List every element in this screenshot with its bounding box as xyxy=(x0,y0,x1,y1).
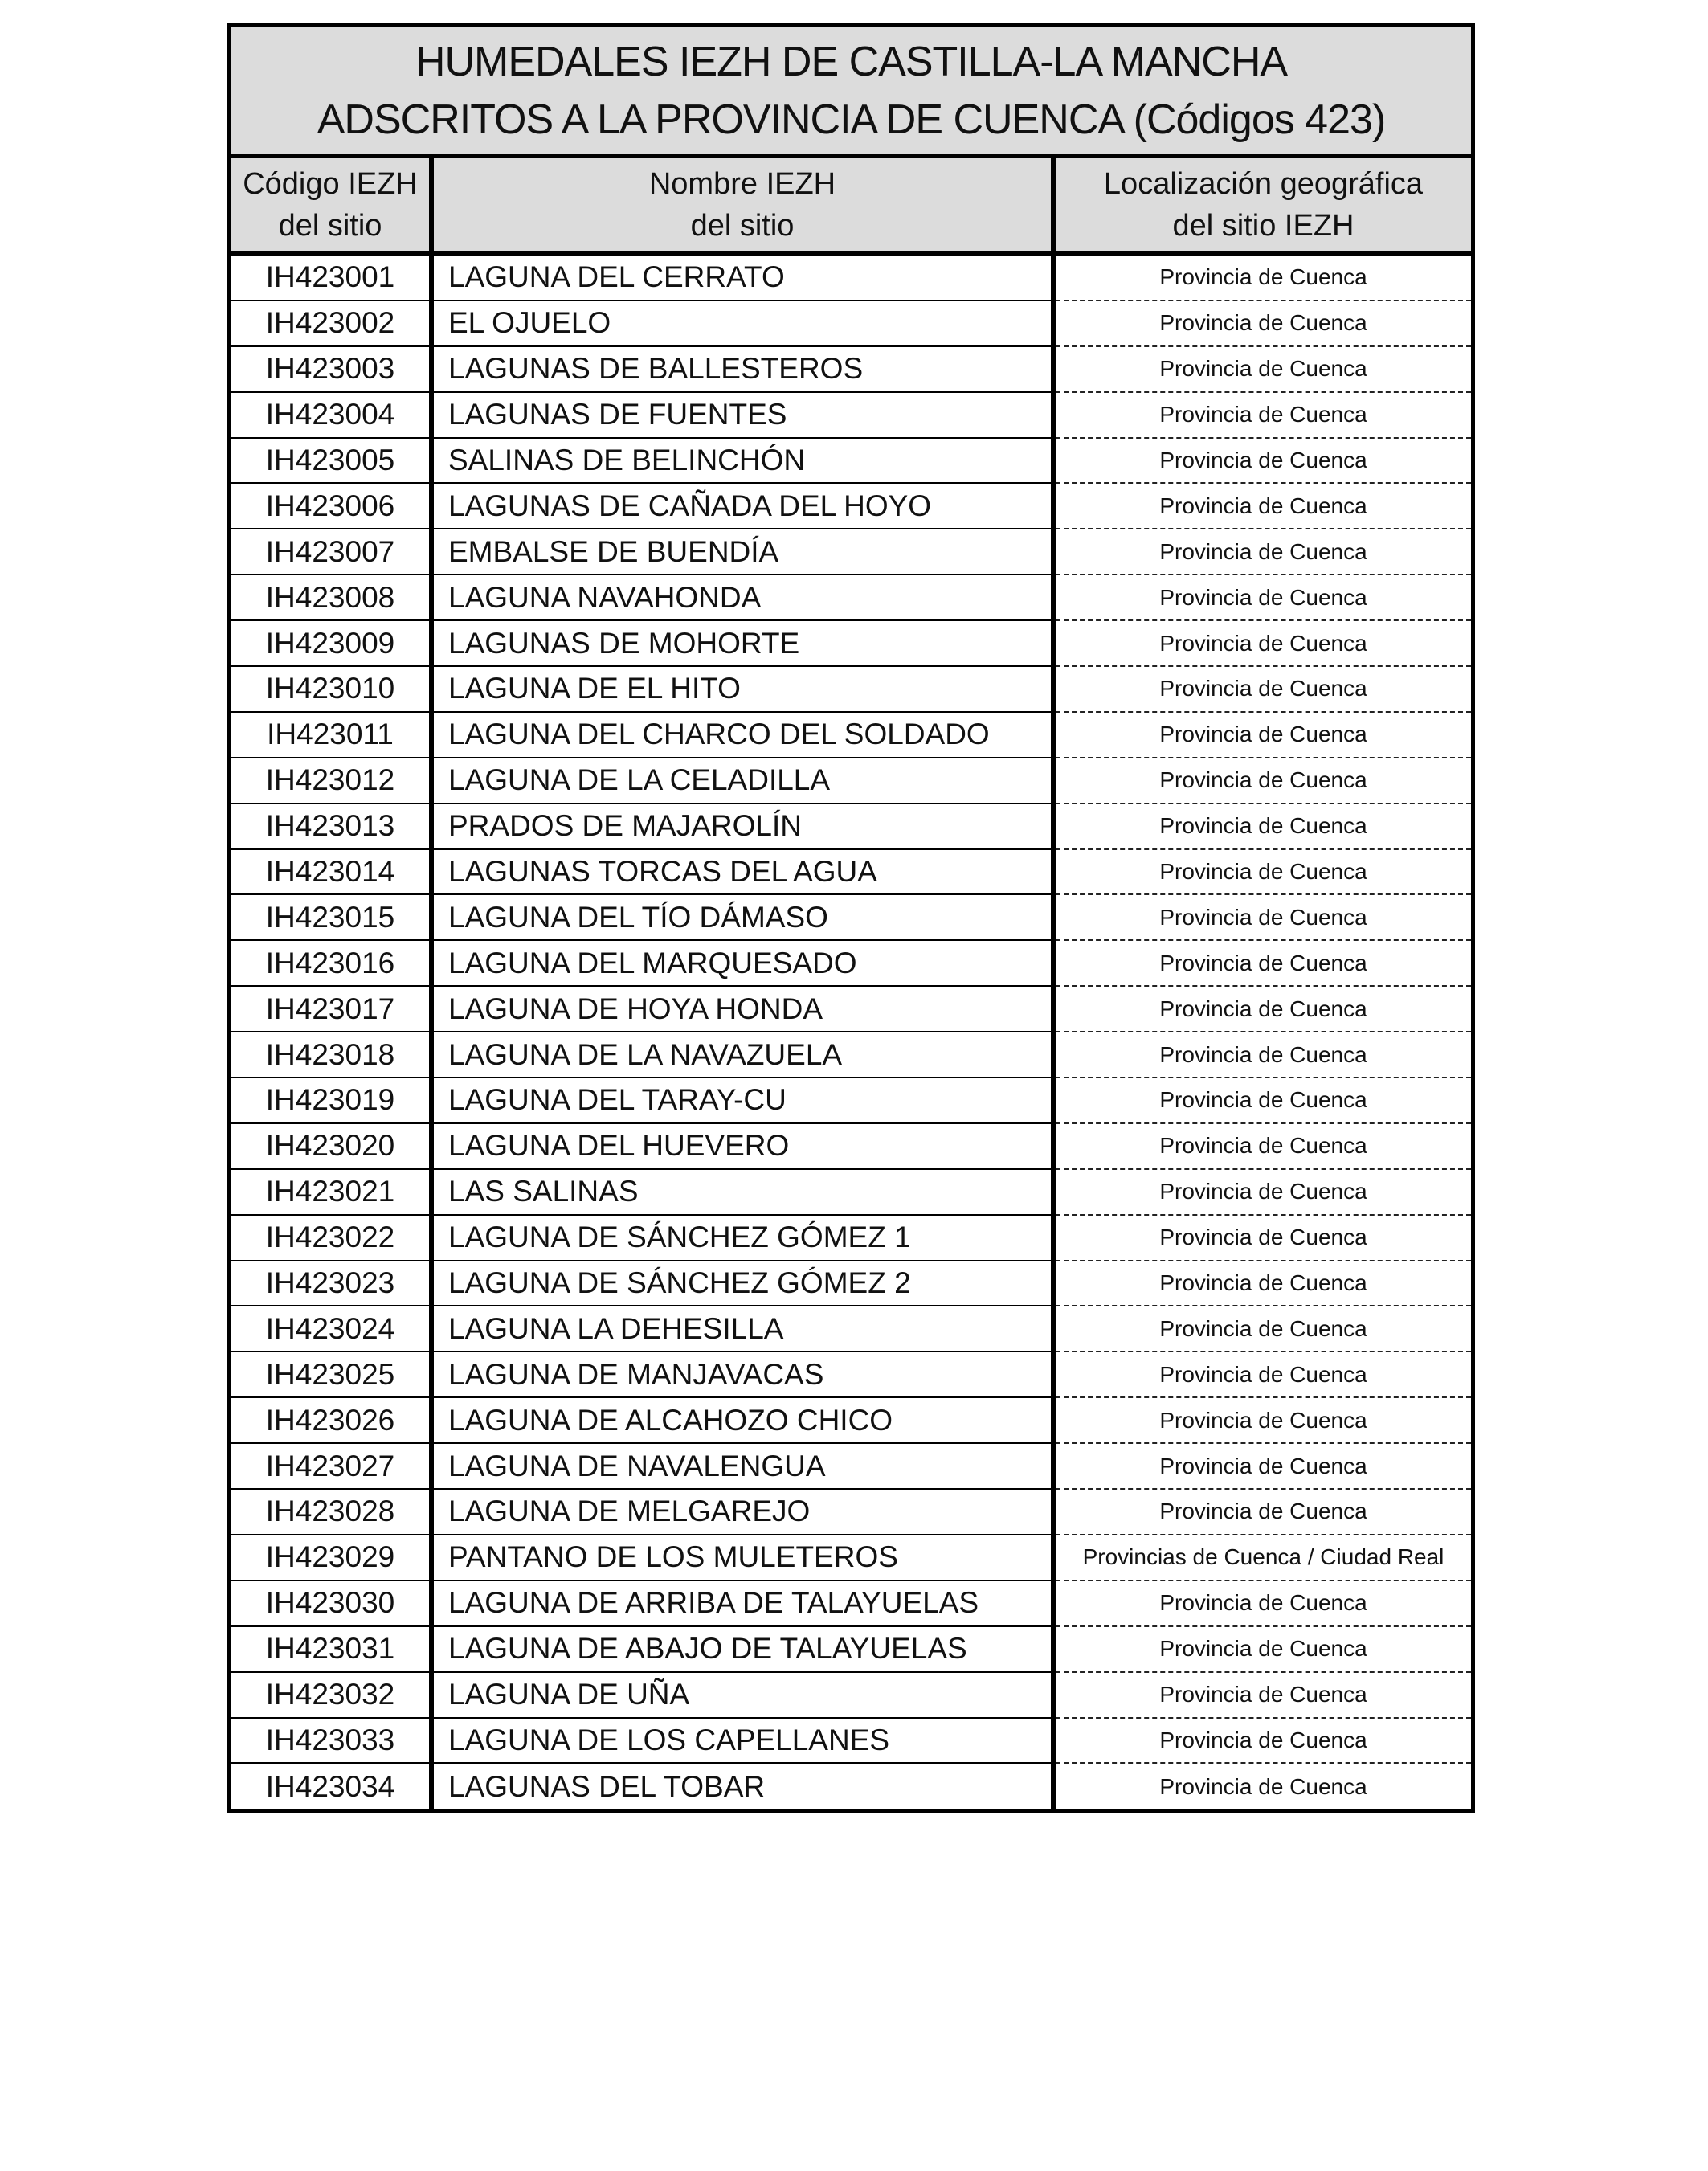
table-row xyxy=(231,1627,1471,1673)
cell-location: Provincia de Cuenca xyxy=(1056,1352,1471,1398)
cell-code: IH423030 xyxy=(231,1581,434,1627)
cell-name: LAGUNAS DE BALLESTEROS xyxy=(434,347,1056,393)
cell-location: Provincia de Cuenca xyxy=(1056,941,1471,987)
table-row xyxy=(231,850,1471,896)
cell-name: LAGUNA DE ALCAHOZO CHICO xyxy=(434,1398,1056,1444)
table-row xyxy=(231,529,1471,575)
cell-code: IH423010 xyxy=(231,667,434,713)
cell-name: LAGUNAS DE FUENTES xyxy=(434,393,1056,439)
cell-name: LAS SALINAS xyxy=(434,1170,1056,1216)
header-location xyxy=(1056,158,1471,251)
cell-location: Provincia de Cuenca xyxy=(1056,1627,1471,1673)
cell-name: LAGUNA DE MANJAVACAS xyxy=(434,1352,1056,1398)
table-row xyxy=(231,941,1471,987)
cell-code: IH423020 xyxy=(231,1124,434,1170)
table-row xyxy=(231,1398,1471,1444)
cell-location: Provincia de Cuenca xyxy=(1056,301,1471,347)
cell-code: IH423021 xyxy=(231,1170,434,1216)
cell-code: IH423029 xyxy=(231,1535,434,1581)
table-row xyxy=(231,1216,1471,1261)
cell-code: IH423033 xyxy=(231,1719,434,1764)
cell-name: LAGUNA DEL CHARCO DEL SOLDADO xyxy=(434,713,1056,758)
table-row xyxy=(231,256,1471,301)
cell-code: IH423034 xyxy=(231,1764,434,1809)
cell-code: IH423016 xyxy=(231,941,434,987)
cell-location: Provincia de Cuenca xyxy=(1056,1581,1471,1627)
table-row xyxy=(231,347,1471,393)
table-row xyxy=(231,713,1471,758)
cell-location: Provincia de Cuenca xyxy=(1056,1032,1471,1078)
cell-name: LAGUNAS DEL TOBAR xyxy=(434,1764,1056,1809)
header-location-line-2: del sitio IEZH xyxy=(1172,208,1355,243)
cell-code: IH423028 xyxy=(231,1490,434,1535)
cell-location: Provincia de Cuenca xyxy=(1056,1719,1471,1764)
table-row xyxy=(231,1719,1471,1764)
cell-location: Provincia de Cuenca xyxy=(1056,1261,1471,1307)
cell-location: Provincia de Cuenca xyxy=(1056,439,1471,484)
table-row xyxy=(231,301,1471,347)
cell-location: Provincia de Cuenca xyxy=(1056,1170,1471,1216)
cell-code: IH423015 xyxy=(231,895,434,941)
cell-location: Provincia de Cuenca xyxy=(1056,804,1471,850)
table-row xyxy=(231,1764,1471,1809)
cell-code: IH423002 xyxy=(231,301,434,347)
cell-code: IH423017 xyxy=(231,987,434,1032)
cell-code: IH423014 xyxy=(231,850,434,896)
cell-location: Provincia de Cuenca xyxy=(1056,1398,1471,1444)
cell-code: IH423024 xyxy=(231,1306,434,1352)
cell-location: Provincia de Cuenca xyxy=(1056,1306,1471,1352)
table-row xyxy=(231,1535,1471,1581)
cell-location: Provincia de Cuenca xyxy=(1056,1490,1471,1535)
cell-code: IH423019 xyxy=(231,1078,434,1124)
table-row xyxy=(231,895,1471,941)
cell-code: IH423006 xyxy=(231,484,434,529)
table-row xyxy=(231,1032,1471,1078)
cell-code: IH423023 xyxy=(231,1261,434,1307)
cell-location: Provincia de Cuenca xyxy=(1159,1773,1367,1799)
cell-name: LAGUNAS TORCAS DEL AGUA xyxy=(434,850,1056,896)
cell-name: LAGUNA DEL MARQUESADO xyxy=(434,941,1056,987)
cell-location: Provincia de Cuenca xyxy=(1056,758,1471,804)
cell-code: IH423018 xyxy=(231,1032,434,1078)
cell-code: IH423013 xyxy=(231,804,434,850)
table-title xyxy=(231,27,1471,158)
cell-code: IH423005 xyxy=(231,439,434,484)
cell-name: LAGUNA DE LOS CAPELLANES xyxy=(434,1719,1056,1764)
cell-name: LAGUNA DE MELGAREJO xyxy=(434,1490,1056,1535)
cell-code: IH423027 xyxy=(231,1444,434,1490)
table-row xyxy=(231,1261,1471,1307)
table-row xyxy=(231,758,1471,804)
table-row xyxy=(231,621,1471,667)
header-name-line-2: del sitio xyxy=(690,208,795,243)
cell-location: Provincia de Cuenca xyxy=(1056,713,1471,758)
table-row xyxy=(231,804,1471,850)
cell-name: LAGUNA NAVAHONDA xyxy=(434,575,1056,621)
cell-name: LAGUNA DE LA CELADILLA xyxy=(434,758,1056,804)
cell-location: Provincia de Cuenca xyxy=(1056,987,1471,1032)
cell-location: Provincias de Cuenca / Ciudad Real xyxy=(1056,1535,1471,1581)
cell-location: Provincia de Cuenca xyxy=(1056,1078,1471,1124)
table-row xyxy=(231,1673,1471,1719)
wetlands-table xyxy=(227,23,1475,1813)
cell-location: Provincia de Cuenca xyxy=(1056,850,1471,896)
header-location-line-1: Localización geográfica xyxy=(1103,166,1424,201)
cell-code: IH423012 xyxy=(231,758,434,804)
table-row xyxy=(231,1170,1471,1216)
cell-location: Provincia de Cuenca xyxy=(1056,347,1471,393)
cell-name: SALINAS DE BELINCHÓN xyxy=(434,439,1056,484)
cell-name: LAGUNA DE SÁNCHEZ GÓMEZ 1 xyxy=(434,1216,1056,1261)
cell-name: LAGUNA DE ABAJO DE TALAYUELAS xyxy=(434,1627,1056,1673)
cell-code: IH423022 xyxy=(231,1216,434,1261)
cell-code: IH423031 xyxy=(231,1627,434,1673)
cell-location: Provincia de Cuenca xyxy=(1056,621,1471,667)
table-row xyxy=(231,484,1471,529)
cell-name: EMBALSE DE BUENDÍA xyxy=(434,529,1056,575)
cell-name: LAGUNA DE HOYA HONDA xyxy=(434,987,1056,1032)
header-code-line-2: del sitio xyxy=(278,208,382,243)
cell-location: Provincia de Cuenca xyxy=(1056,667,1471,713)
title-line-2: ADSCRITOS A LA PROVINCIA DE CUENCA (Códigos 423) xyxy=(317,96,1386,143)
table-header-row xyxy=(231,158,1471,256)
cell-code: IH423001 xyxy=(231,256,434,301)
cell-code: IH423009 xyxy=(231,621,434,667)
cell-name: LAGUNA DEL HUEVERO xyxy=(434,1124,1056,1170)
cell-name: LAGUNA DE NAVALENGUA xyxy=(434,1444,1056,1490)
cell-code: IH423032 xyxy=(231,1673,434,1719)
table-row xyxy=(231,439,1471,484)
cell-name: LAGUNAS DE MOHORTE xyxy=(434,621,1056,667)
cell-name: LAGUNA LA DEHESILLA xyxy=(434,1306,1056,1352)
cell-name: LAGUNA DEL TÍO DÁMASO xyxy=(434,895,1056,941)
cell-name: PRADOS DE MAJAROLÍN xyxy=(434,804,1056,850)
cell-location: Provincia de Cuenca xyxy=(1056,1216,1471,1261)
cell-code: IH423011 xyxy=(231,713,434,758)
cell-location: Provincia de Cuenca xyxy=(1056,575,1471,621)
cell-location: Provincia de Cuenca xyxy=(1056,1673,1471,1719)
cell-location: Provincia de Cuenca xyxy=(1056,895,1471,941)
cell-name: LAGUNA DE LA NAVAZUELA xyxy=(434,1032,1056,1078)
cell-location: Provincia de Cuenca xyxy=(1056,393,1471,439)
cell-name: EL OJUELO xyxy=(434,301,1056,347)
cell-code: IH423004 xyxy=(231,393,434,439)
cell-name: PANTANO DE LOS MULETEROS xyxy=(434,1535,1056,1581)
cell-location: Provincia de Cuenca xyxy=(1056,1124,1471,1170)
table-body xyxy=(231,256,1471,1809)
header-name-line-1: Nombre IEZH xyxy=(648,166,836,201)
cell-code: IH423007 xyxy=(231,529,434,575)
table-row xyxy=(231,1352,1471,1398)
cell-name: LAGUNA DEL TARAY-CU xyxy=(434,1078,1056,1124)
table-row xyxy=(231,1444,1471,1490)
cell-location: Provincia de Cuenca xyxy=(1056,484,1471,529)
cell-code: IH423003 xyxy=(231,347,434,393)
cell-name: LAGUNA DEL CERRATO xyxy=(434,256,1056,301)
table-row xyxy=(231,1581,1471,1627)
cell-location: Provincia de Cuenca xyxy=(1056,256,1471,301)
header-code-line-1: Código IEZH xyxy=(243,166,418,201)
cell-name: LAGUNAS DE CAÑADA DEL HOYO xyxy=(434,484,1056,529)
title-line-1: HUMEDALES IEZH DE CASTILLA-LA MANCHA xyxy=(415,39,1288,85)
cell-code: IH423026 xyxy=(231,1398,434,1444)
table-row xyxy=(231,1490,1471,1535)
table-row xyxy=(231,987,1471,1032)
table-row xyxy=(231,667,1471,713)
cell-location: Provincia de Cuenca xyxy=(1056,529,1471,575)
header-code xyxy=(231,158,434,251)
table-row xyxy=(231,393,1471,439)
table-row xyxy=(231,575,1471,621)
cell-name: LAGUNA DE SÁNCHEZ GÓMEZ 2 xyxy=(434,1261,1056,1307)
cell-location: Provincia de Cuenca xyxy=(1056,1444,1471,1490)
header-name xyxy=(434,158,1056,251)
cell-name: LAGUNA DE ARRIBA DE TALAYUELAS xyxy=(434,1581,1056,1627)
cell-name: LAGUNA DE UÑA xyxy=(434,1673,1056,1719)
table-row xyxy=(231,1124,1471,1170)
table-row xyxy=(231,1078,1471,1124)
table-row xyxy=(231,1306,1471,1352)
cell-name: LAGUNA DE EL HITO xyxy=(434,667,1056,713)
cell-code: IH423025 xyxy=(231,1352,434,1398)
cell-code: IH423008 xyxy=(231,575,434,621)
